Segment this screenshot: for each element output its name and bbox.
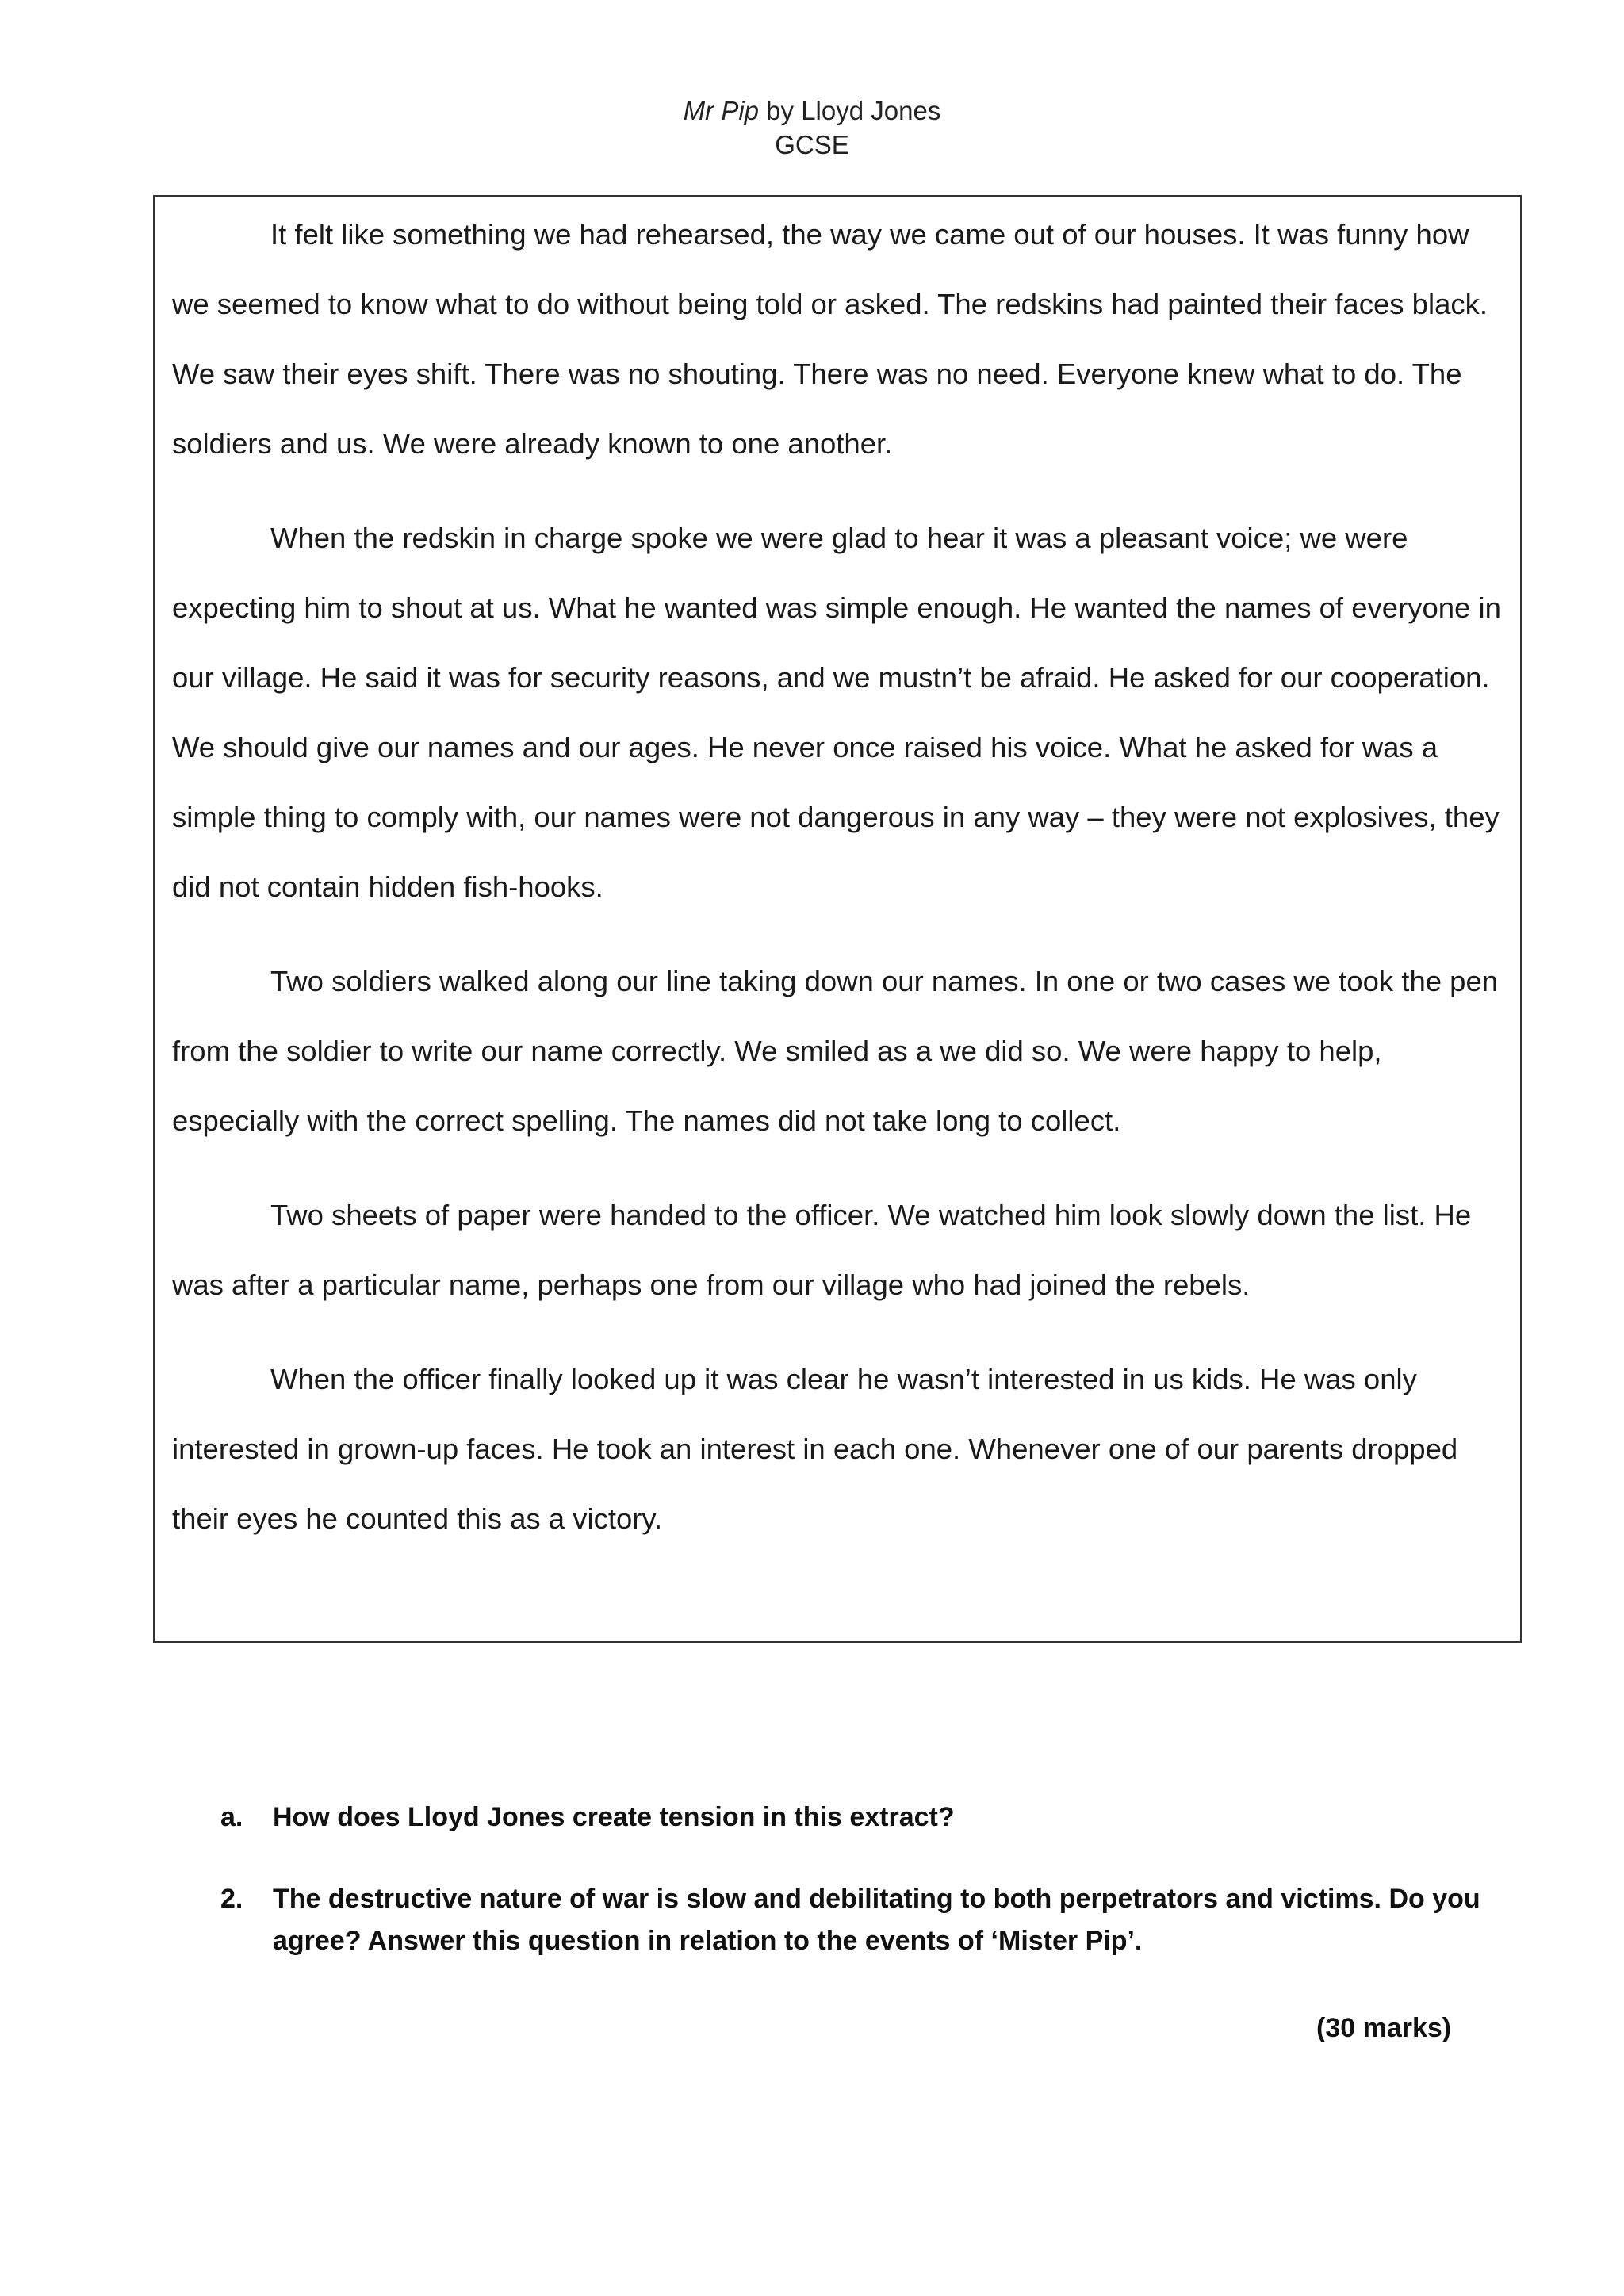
extract-paragraph-4: Two sheets of paper were handed to the officer. We watched him look slowly down the list. He was after a particular name, perhaps one from our village who had joined the rebels. bbox=[172, 1199, 1472, 1301]
question-list bbox=[220, 1797, 1521, 1962]
extract-paragraph-5: When the officer finally looked up it was clear he wasn’t interested in us kids. He was only interested in grown-up faces. He took an interest in each one. Whenever one of our parents dropped their eyes he counted this as a victory. bbox=[172, 1363, 1458, 1535]
extract-paragraph-1: It felt like something we had rehearsed, the way we came out of our houses. It was funny how we seemed to know what to do without being told or asked. The redskins had painted their faces black. We saw their eyes shift. There was no shouting. There was no need. Everyone knew what to do. The soldiers and us. We were already known to one another. bbox=[172, 218, 1488, 460]
marks-note: (30 marks) bbox=[1316, 2013, 1452, 2043]
question-a bbox=[220, 1797, 1521, 1839]
extract-box bbox=[153, 195, 1522, 1643]
author-line: by Lloyd Jones bbox=[759, 96, 941, 125]
book-title: Mr Pip bbox=[683, 96, 760, 125]
extract-paragraph-2: When the redskin in charge spoke we were glad to hear it was a pleasant voice; we were expecting him to shout at us. What he wanted was simple enough. He wanted the names of everyone in our village. He said it was for security reasons, and we mustn’t be afraid. He asked for our cooperation. We should give our names and our ages. He never once raised his voice. What he asked for was a simple thing to comply with, our names were not dangerous in any way – they were not explosives, they did not contain hidden fish-hooks. bbox=[172, 522, 1501, 903]
question-2 bbox=[220, 1878, 1521, 1962]
marks-note-clipped bbox=[1316, 2012, 1507, 2043]
extract-paragraph-3: Two soldiers walked along our line taking down our names. In one or two cases we took the pen from the soldier to write our name correctly. We smiled as a we did so. We were happy to help, especially with the correct spelling. The names did not take long to collect. bbox=[172, 965, 1499, 1137]
question-number: a. bbox=[220, 1802, 243, 1832]
document-subtitle: GCSE bbox=[775, 130, 849, 159]
page-header bbox=[0, 94, 1624, 162]
document-title bbox=[0, 94, 1624, 128]
question-number: 2. bbox=[220, 1884, 243, 1914]
question-text: The destructive nature of war is slow and debilitating to both perpetrators and victims. Do you agree? Answer this question in relation to the events of ‘Mister Pip’. bbox=[273, 1884, 1480, 1956]
question-text: How does Lloyd Jones create tension in this extract? bbox=[273, 1802, 955, 1832]
